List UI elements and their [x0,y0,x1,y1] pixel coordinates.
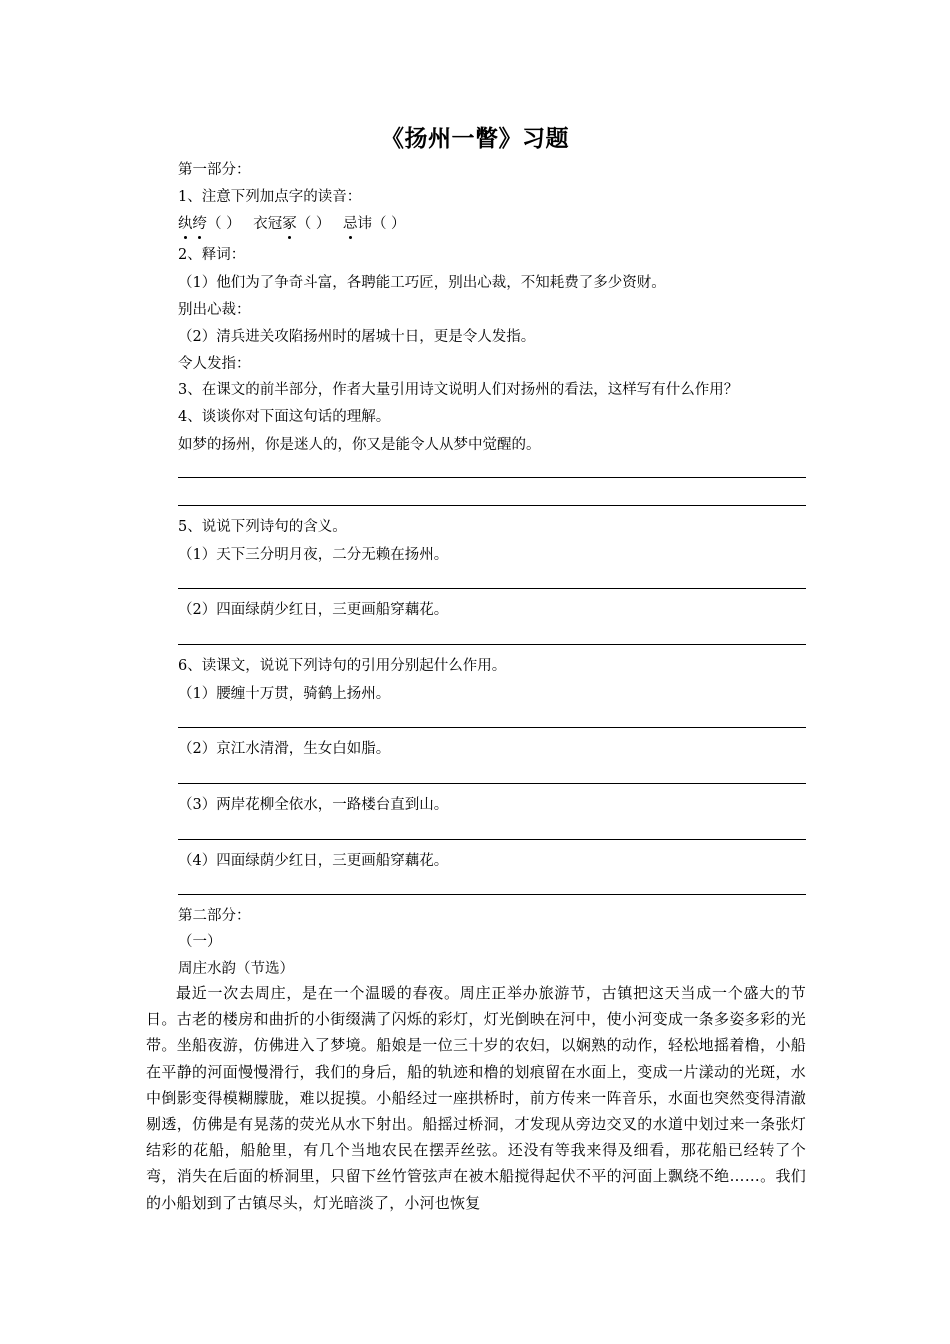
word-prefix: 衣冠 [253,216,283,232]
answer-line[interactable] [178,644,806,645]
q6-prompt: 6、读课文，说说下列诗句的引用分别起什么作用。 [178,658,507,674]
answer-line[interactable] [178,894,806,895]
q2-sentence-2: （2）清兵进关攻陷扬州时的屠城十日，更是令人发指。 [178,329,536,345]
page-title: 《扬州一瞥》习题 [381,125,569,152]
q2-word-2: 令人发指： [178,356,251,372]
q2-sentence-1: （1）他们为了争奇斗富，各聘能工巧匠，别出心裁，不知耗费了多少资财。 [178,275,666,291]
dotted-char: 绔 [192,216,207,232]
q5-prompt: 5、说说下列诗句的含义。 [178,519,347,535]
article-title: 周庄水韵（节选） [178,961,294,977]
answer-line[interactable] [178,505,806,506]
q6-line-4: （4）四面绿荫少红日，三更画船穿藕花。 [178,853,449,869]
answer-line[interactable] [178,727,806,728]
dotted-char: 冢 [282,216,297,232]
answer-line[interactable] [178,839,806,840]
q3-prompt: 3、在课文的前半部分，作者大量引用诗文说明人们对扬州的看法，这样写有什么作用？ [178,382,739,398]
answer-line[interactable] [178,477,806,478]
q5-line-2: （2）四面绿荫少红日，三更画船穿藕花。 [178,602,449,618]
q4-quote: 如梦的扬州，你是迷人的，你又是能令人从梦中觉醒的。 [178,437,541,453]
dotted-char: 纨 [178,216,193,232]
article-paragraph: 最近一次去周庄，是在一个温暖的春夜。周庄正举办旅游节，古镇把这天当成一个盛大的节日。古老的楼房和曲折的小街缀满了闪烁的彩灯，灯光倒映在河中，使小河变成一条多姿多彩的光带。坐船夜游，仿佛进入了梦境。船娘是一位三十岁的农妇，以娴熟的动作，轻松地摇着橹，小船在平静的河面慢慢滑行，我们的身后，船的轨迹和橹的划痕留在水面上，变成一片漾动的光斑，水中倒影变得模糊朦胧，难以捉摸。小船经过一座拱桥时，前方传来一阵音乐，水面也突然变得清澈剔透，仿佛是有晃荡的荧光从水下射出。船摇过桥洞，才发现从旁边交叉的水道中划过来一条张灯结彩的花船，船舱里，有几个当地农民在摆弄丝弦。还没有等我来得及细看，那花船已经转了个弯，消失在后面的桥洞里，只留下丝竹管弦声在被木船搅得起伏不平的河面上飘绕不绝……。我们的小船划到了古镇尽头，灯光暗淡了，小河也恢复 [146,984,806,1212]
q2-word-1: 别出心裁： [178,302,251,318]
q6-line-3: （3）两岸花柳全依水，一路楼台直到山。 [178,797,449,813]
part1-heading: 第一部分： [178,162,251,178]
answer-line[interactable] [178,588,806,589]
word-suffix: 讳 [357,216,372,232]
q1-prompt: 1、注意下列加点字的读音： [178,189,362,205]
answer-blank[interactable]: （ ） [371,216,406,232]
q5-line-1: （1）天下三分明月夜，二分无赖在扬州。 [178,547,449,563]
dotted-char: 忌 [342,216,358,232]
answer-blank[interactable]: （ ） [296,216,331,232]
part2-heading: 第二部分： [178,908,251,924]
part2-subsection: （一） [178,934,222,950]
q1-items [178,214,406,234]
answer-blank[interactable]: （ ） [207,216,241,232]
q6-line-1: （1）腰缠十万贯，骑鹤上扬州。 [178,686,391,702]
answer-line[interactable] [178,783,806,784]
q6-line-2: （2）京江水清滑，生女白如脂。 [178,741,391,757]
q4-prompt: 4、谈谈你对下面这句话的理解。 [178,409,391,425]
q2-prompt: 2、释词： [178,247,246,263]
